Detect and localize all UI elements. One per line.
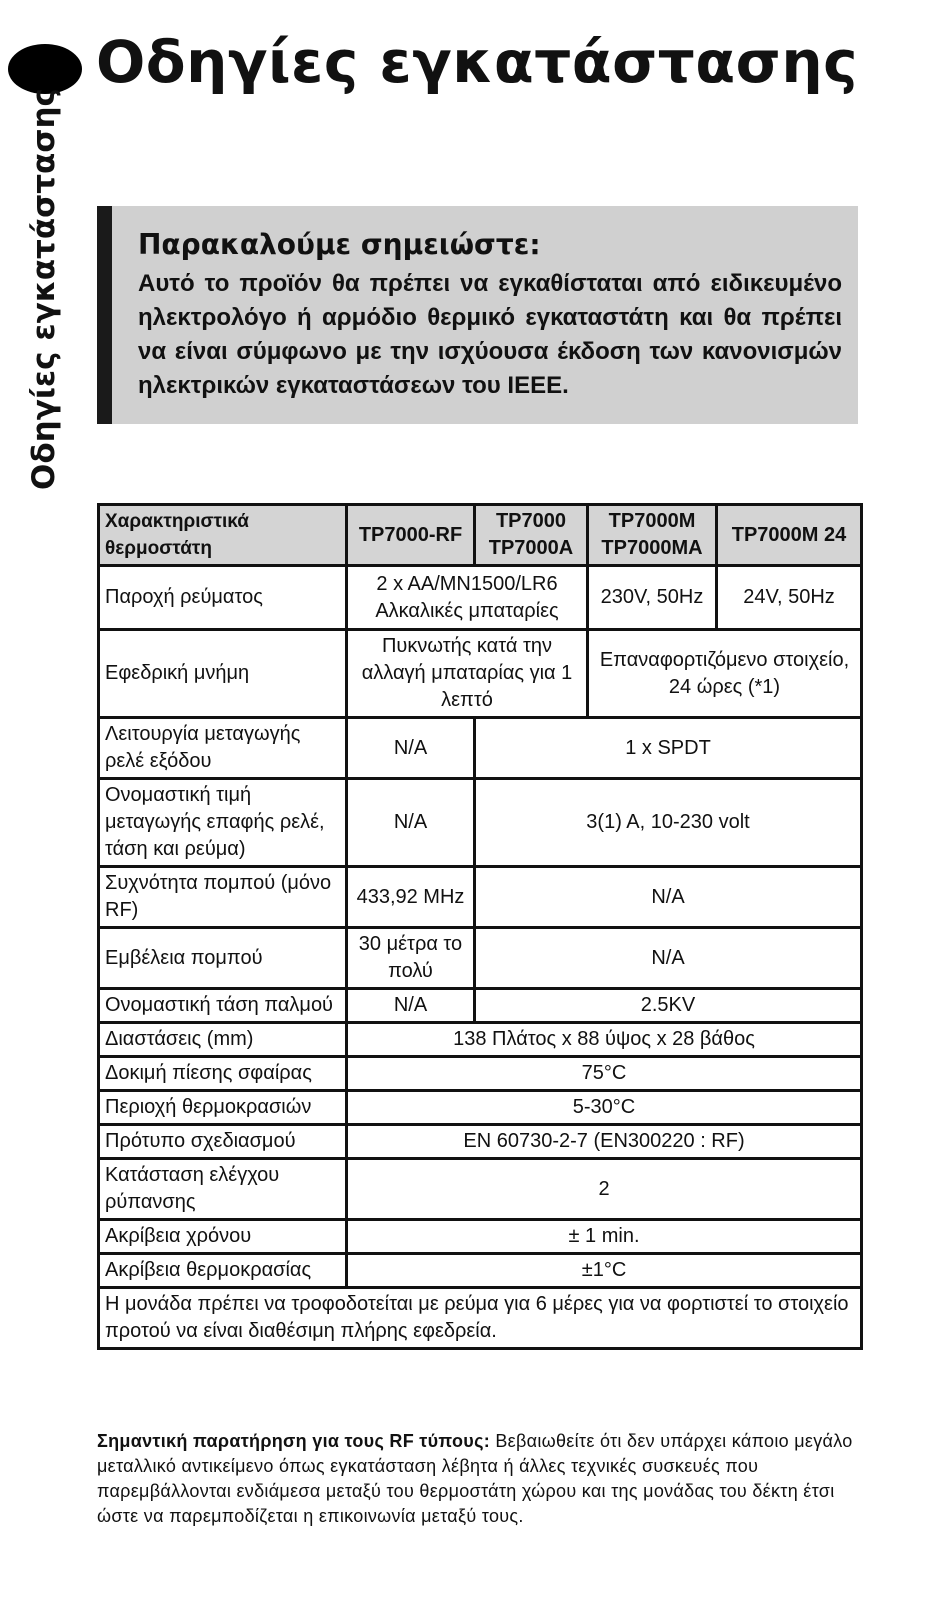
rf-footnote <box>97 1429 859 1529</box>
table-row <box>99 1220 862 1254</box>
notice-title: Παρακαλούμε σημειώστε: <box>138 228 541 261</box>
cell: 2 <box>347 1159 862 1220</box>
section-tab-marker <box>8 44 82 94</box>
cell: N/A <box>347 989 475 1023</box>
table-note-row <box>99 1288 862 1349</box>
table-row <box>99 928 862 989</box>
cell: N/A <box>475 928 862 989</box>
cell: N/A <box>347 779 475 867</box>
table-row <box>99 1091 862 1125</box>
side-section-label: Οδηγίες εγκατάστασης <box>26 88 62 490</box>
row-label: Ονομαστική τιμή μεταγωγής επαφής ρελέ, τάση και ρεύμα) <box>99 779 347 867</box>
cell: 75°C <box>347 1057 862 1091</box>
row-label: Εφεδρική μνήμη <box>99 630 347 718</box>
row-label: Παροχή ρεύματος <box>99 566 347 630</box>
cell: Επαναφορτιζόμενο στοιχείο, 24 ώρες (*1) <box>588 630 862 718</box>
cell: ±1°C <box>347 1254 862 1288</box>
row-label: Ονομαστική τάση παλμού <box>99 989 347 1023</box>
page-title: Οδηγίες εγκατάστασης <box>96 28 858 96</box>
row-label: Ακρίβεια χρόνου <box>99 1220 347 1254</box>
header-tp7000m-24: TP7000M 24 <box>717 505 862 566</box>
table-row <box>99 1254 862 1288</box>
specifications-table <box>97 503 863 1350</box>
notice-text: Αυτό το προϊόν θα πρέπει να εγκαθίσταται από ειδικευμένο ηλεκτρολόγο ή αρμόδιο θερμικό εγκαταστάτη και θα πρέπει να είναι σύμφωνο με την ισχύουσα έκδοση των κανονισμών ηλεκτρικών εγκαταστάσεων του IEEE. <box>138 270 842 399</box>
header-tp7000: TP7000 TP7000A <box>475 505 588 566</box>
cell: N/A <box>347 718 475 779</box>
row-label: Εμβέλεια πομπού <box>99 928 347 989</box>
cell: 30 μέτρα το πολύ <box>347 928 475 989</box>
cell: 1 x SPDT <box>475 718 862 779</box>
table-row <box>99 718 862 779</box>
table-row <box>99 1125 862 1159</box>
cell: Πυκνωτής κατά την αλλαγή μπαταρίας για 1 λεπτό <box>347 630 588 718</box>
cell: N/A <box>475 867 862 928</box>
table-row <box>99 630 862 718</box>
cell: 433,92 MHz <box>347 867 475 928</box>
header-tp7000m: TP7000M TP7000MA <box>588 505 717 566</box>
cell: EN 60730-2-7 (EN300220 : RF) <box>347 1125 862 1159</box>
table-row <box>99 1159 862 1220</box>
cell: 2 x AA/MN1500/LR6 Αλκαλικές μπαταρίες <box>347 566 588 630</box>
table-header-row <box>99 505 862 566</box>
row-label: Κατάσταση ελέγχου ρύπανσης <box>99 1159 347 1220</box>
row-label: Λειτουργία μεταγωγής ρελέ εξόδου <box>99 718 347 779</box>
cell: 3(1) A, 10-230 volt <box>475 779 862 867</box>
cell: 24V, 50Hz <box>717 566 862 630</box>
table-row <box>99 989 862 1023</box>
cell: ± 1 min. <box>347 1220 862 1254</box>
table-row <box>99 867 862 928</box>
cell: 138 Πλάτος x 88 ύψος x 28 βάθος <box>347 1023 862 1057</box>
table-note: Η μονάδα πρέπει να τροφοδοτείται με ρεύμα για 6 μέρες για να φορτιστεί το στοιχείο προτού να είναι διαθέσιμη πλήρης εφεδρεία. <box>99 1288 862 1349</box>
header-feature: Χαρακτηριστικά θερμοστάτη <box>99 505 347 566</box>
table-row <box>99 1057 862 1091</box>
footnote-text: Βεβαιωθείτε ότι δεν υπάρχει κάποιο μεγάλο μεταλλικό αντικείμενο όπως εγκατάσταση λέβητα ή άλλες τεχνικές συσκευές που παρεμβάλλονται ενδιάμεσα μεταξύ του θερμοστάτη χώρου και της μονάδας του δέκτη έτσι ώστε να παρεμποδίζεται η επικοινωνία μεταξύ τους. <box>97 1431 853 1526</box>
table-row <box>99 566 862 630</box>
cell: 230V, 50Hz <box>588 566 717 630</box>
cell: 2.5KV <box>475 989 862 1023</box>
row-label: Ακρίβεια θερμοκρασίας <box>99 1254 347 1288</box>
notice-box <box>97 206 858 424</box>
table-row <box>99 1023 862 1057</box>
row-label: Συχνότητα πομπού (μόνο RF) <box>99 867 347 928</box>
row-label: Περιοχή θερμοκρασιών <box>99 1091 347 1125</box>
table-row <box>99 779 862 867</box>
row-label: Δοκιμή πίεσης σφαίρας <box>99 1057 347 1091</box>
row-label: Πρότυπο σχεδιασμού <box>99 1125 347 1159</box>
footnote-bold-label: Σημαντική παρατήρηση για τους RF τύπους: <box>97 1431 491 1451</box>
cell: 5-30°C <box>347 1091 862 1125</box>
header-tp7000-rf: TP7000-RF <box>347 505 475 566</box>
row-label: Διαστάσεις (mm) <box>99 1023 347 1057</box>
